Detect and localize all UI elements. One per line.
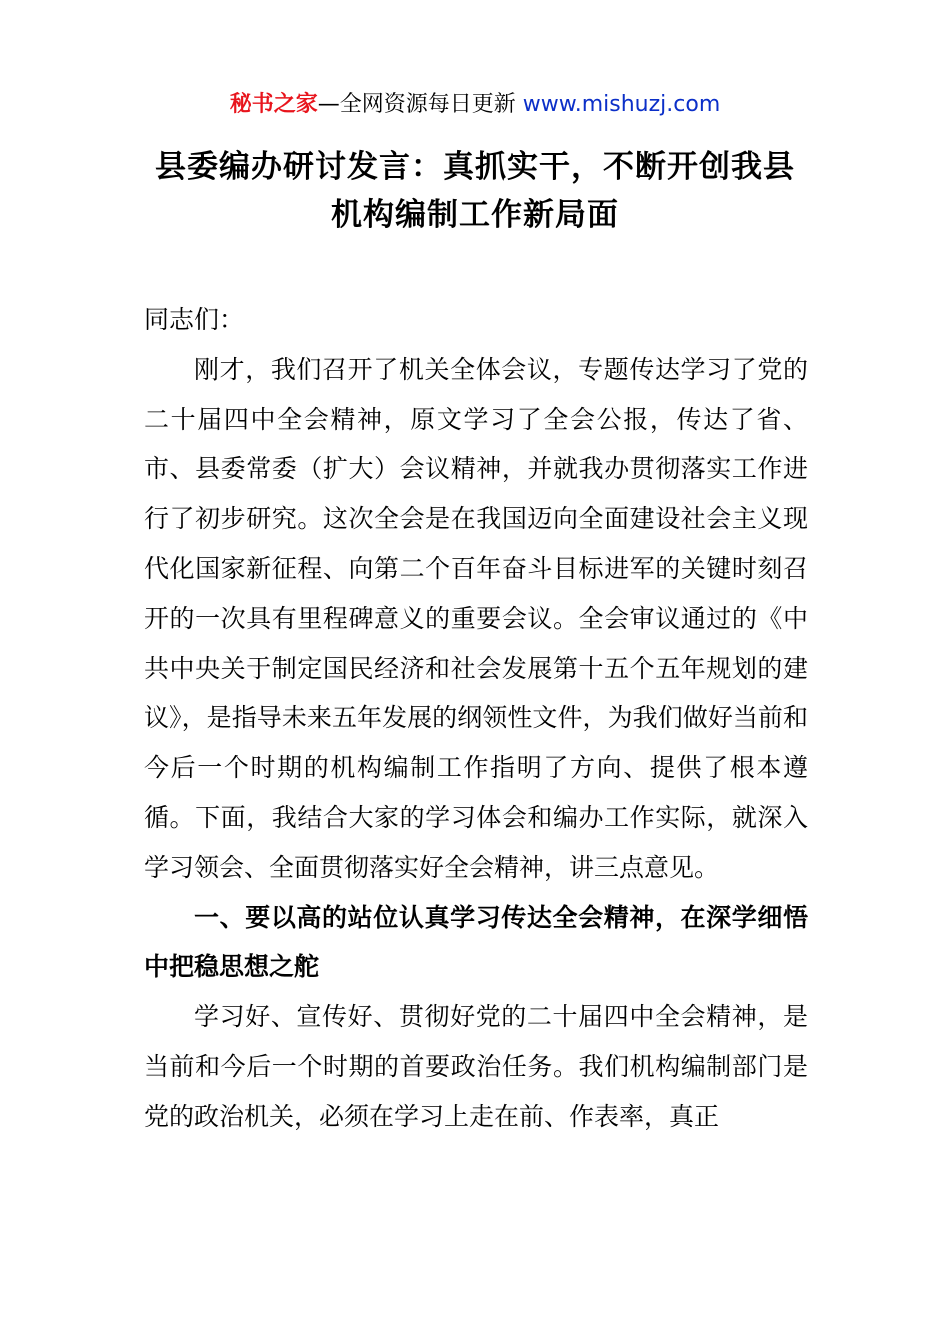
title-line-1: 县委编办研讨发言：真抓实干，不断开创我县 [155,149,795,185]
paragraph-section-1: 学习好、宣传好、贯彻好党的二十届四中全会精神，是当前和今后一个时期的首要政治任务。我们机构编制部门是党的政治机关，必须在学习上走在前、作表率，真正 [144,1002,808,1131]
document-title [100,143,850,239]
document-body [144,295,808,1142]
site-url-link[interactable]: www.mishuzj.com [522,92,721,117]
paragraph-intro: 刚才，我们召开了机关全体会议，专题传达学习了党的二十届四中全会精神，原文学习了全会公报，传达了省、市、县委常委（扩大）会议精神，并就我办贯彻落实工作进行了初步研究。这次全会是在我国迈向全面建设社会主义现代化国家新征程、向第二个百年奋斗目标进军的关键时刻召开的一次具有里程碑意义的重要会议。全会审议通过的《中共中央关于制定国民经济和社会发展第十五个五年规划的建议》，是指导未来五年发展的纲领性文件，为我们做好当前和今后一个时期的机构编制工作指明了方向、提供了根本遵循。下面，我结合大家的学习体会和编办工作实际，就深入学习领会、全面贯彻落实好全会精神，讲三点意见。 [144,354,808,882]
header-tagline: —全网资源每日更新 [317,92,523,117]
title-line-2: 机构编制工作新局面 [331,197,619,233]
salutation: 同志们： [144,305,245,334]
brand-name: 秘书之家 [229,92,318,117]
site-header [0,88,950,122]
section-heading-1: 一、要以高的站位认真学习传达全会精神，在深学细悟中把稳思想之舵 [144,902,808,982]
